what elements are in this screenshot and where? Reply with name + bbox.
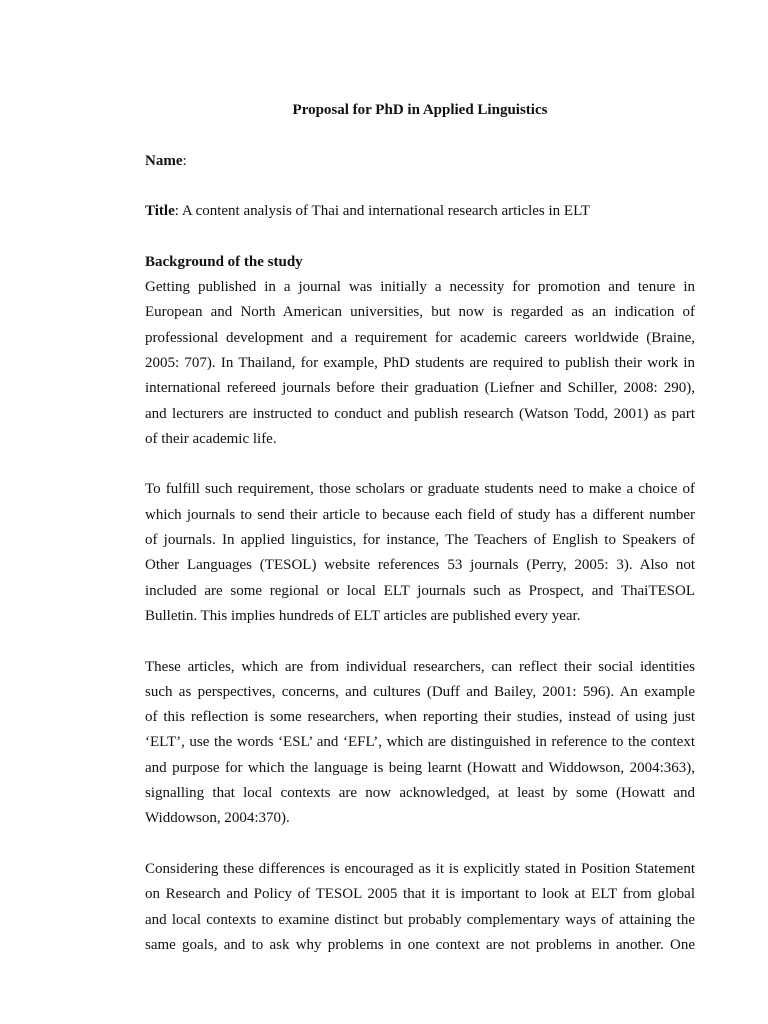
document-page [145,98,695,958]
paragraph-line: which journals to send their article to because each field of study has a different number [145,506,695,523]
paragraph-line: such as perspectives, concerns, and cultures (Duff and Bailey, 2001: 596). An example [145,683,695,700]
paragraph-line: and local contexts to examine distinct but probably complementary ways of attaining the [145,911,695,928]
paragraph-line: and purpose for which the language is being learnt (Howatt and Widdowson, 2004:363), [145,759,695,776]
paragraph-line: These articles, which are from individual researchers, can reflect their social identities [145,658,695,675]
paragraph-line: To fulfill such requirement, those scholars or graduate students need to make a choice of [145,481,695,498]
paragraph-line: European and North American universities, but now is regarded as an indication of [145,304,695,321]
paragraph-line: same goals, and to ask why problems in one context are not problems in another. One [145,936,695,953]
name-field [145,149,695,174]
document-heading [145,98,695,123]
paragraph-line: of their academic life. [145,430,277,447]
section-heading-text: Background of the study [145,253,303,270]
paragraph-line: of this reflection is some researchers, when reporting their studies, instead of using just [145,709,695,726]
name-label: Name [145,152,183,169]
paragraph-line: signalling that local contexts are now acknowledged, at least by some (Howatt and [145,785,695,802]
paragraph [145,275,695,452]
title-value: : A content analysis of Thai and international research articles in ELT [174,203,591,220]
heading-text: Proposal for PhD in Applied Linguistics [292,102,548,118]
section-heading [145,250,695,275]
paragraph-line: Getting published in a journal was initially a necessity for promotion and tenure in [145,279,695,296]
paragraph-line: professional development and a requirement for academic careers worldwide (Braine, [145,329,695,346]
paragraph [145,857,695,958]
body-text [145,275,695,958]
title-field [145,199,695,224]
paragraph [145,655,695,832]
paragraph-line: included are some regional or local ELT journals such as Prospect, and ThaiTESOL [145,582,695,599]
paragraph [145,477,695,629]
paragraph-line: Considering these differences is encouraged as it is explicitly stated in Position Statement [145,860,695,877]
paragraph-line: international refereed journals before their graduation (Liefner and Schiller, 2008: 290), [145,380,695,397]
paragraph-line: Other Languages (TESOL) website references 53 journals (Perry, 2005: 3). Also not [145,557,695,574]
paragraph-line: on Research and Policy of TESOL 2005 that it is important to look at ELT from global [145,886,695,903]
paragraph-line: and lecturers are instructed to conduct and publish research (Watson Todd, 2001) as part [145,405,695,422]
paragraph-line: of journals. In applied linguistics, for instance, The Teachers of English to Speakers of [145,532,695,549]
paragraph-line: Widdowson, 2004:370). [145,810,290,827]
name-colon: : [182,152,187,169]
paragraph-line: ‘ELT’, use the words ‘ESL’ and ‘EFL’, which are distinguished in reference to the context [145,734,695,751]
title-label: Title [145,203,175,220]
paragraph-line: Bulletin. This implies hundreds of ELT articles are published every year. [145,607,581,624]
paragraph-line: 2005: 707). In Thailand, for example, PhD students are required to publish their work in [145,354,695,371]
